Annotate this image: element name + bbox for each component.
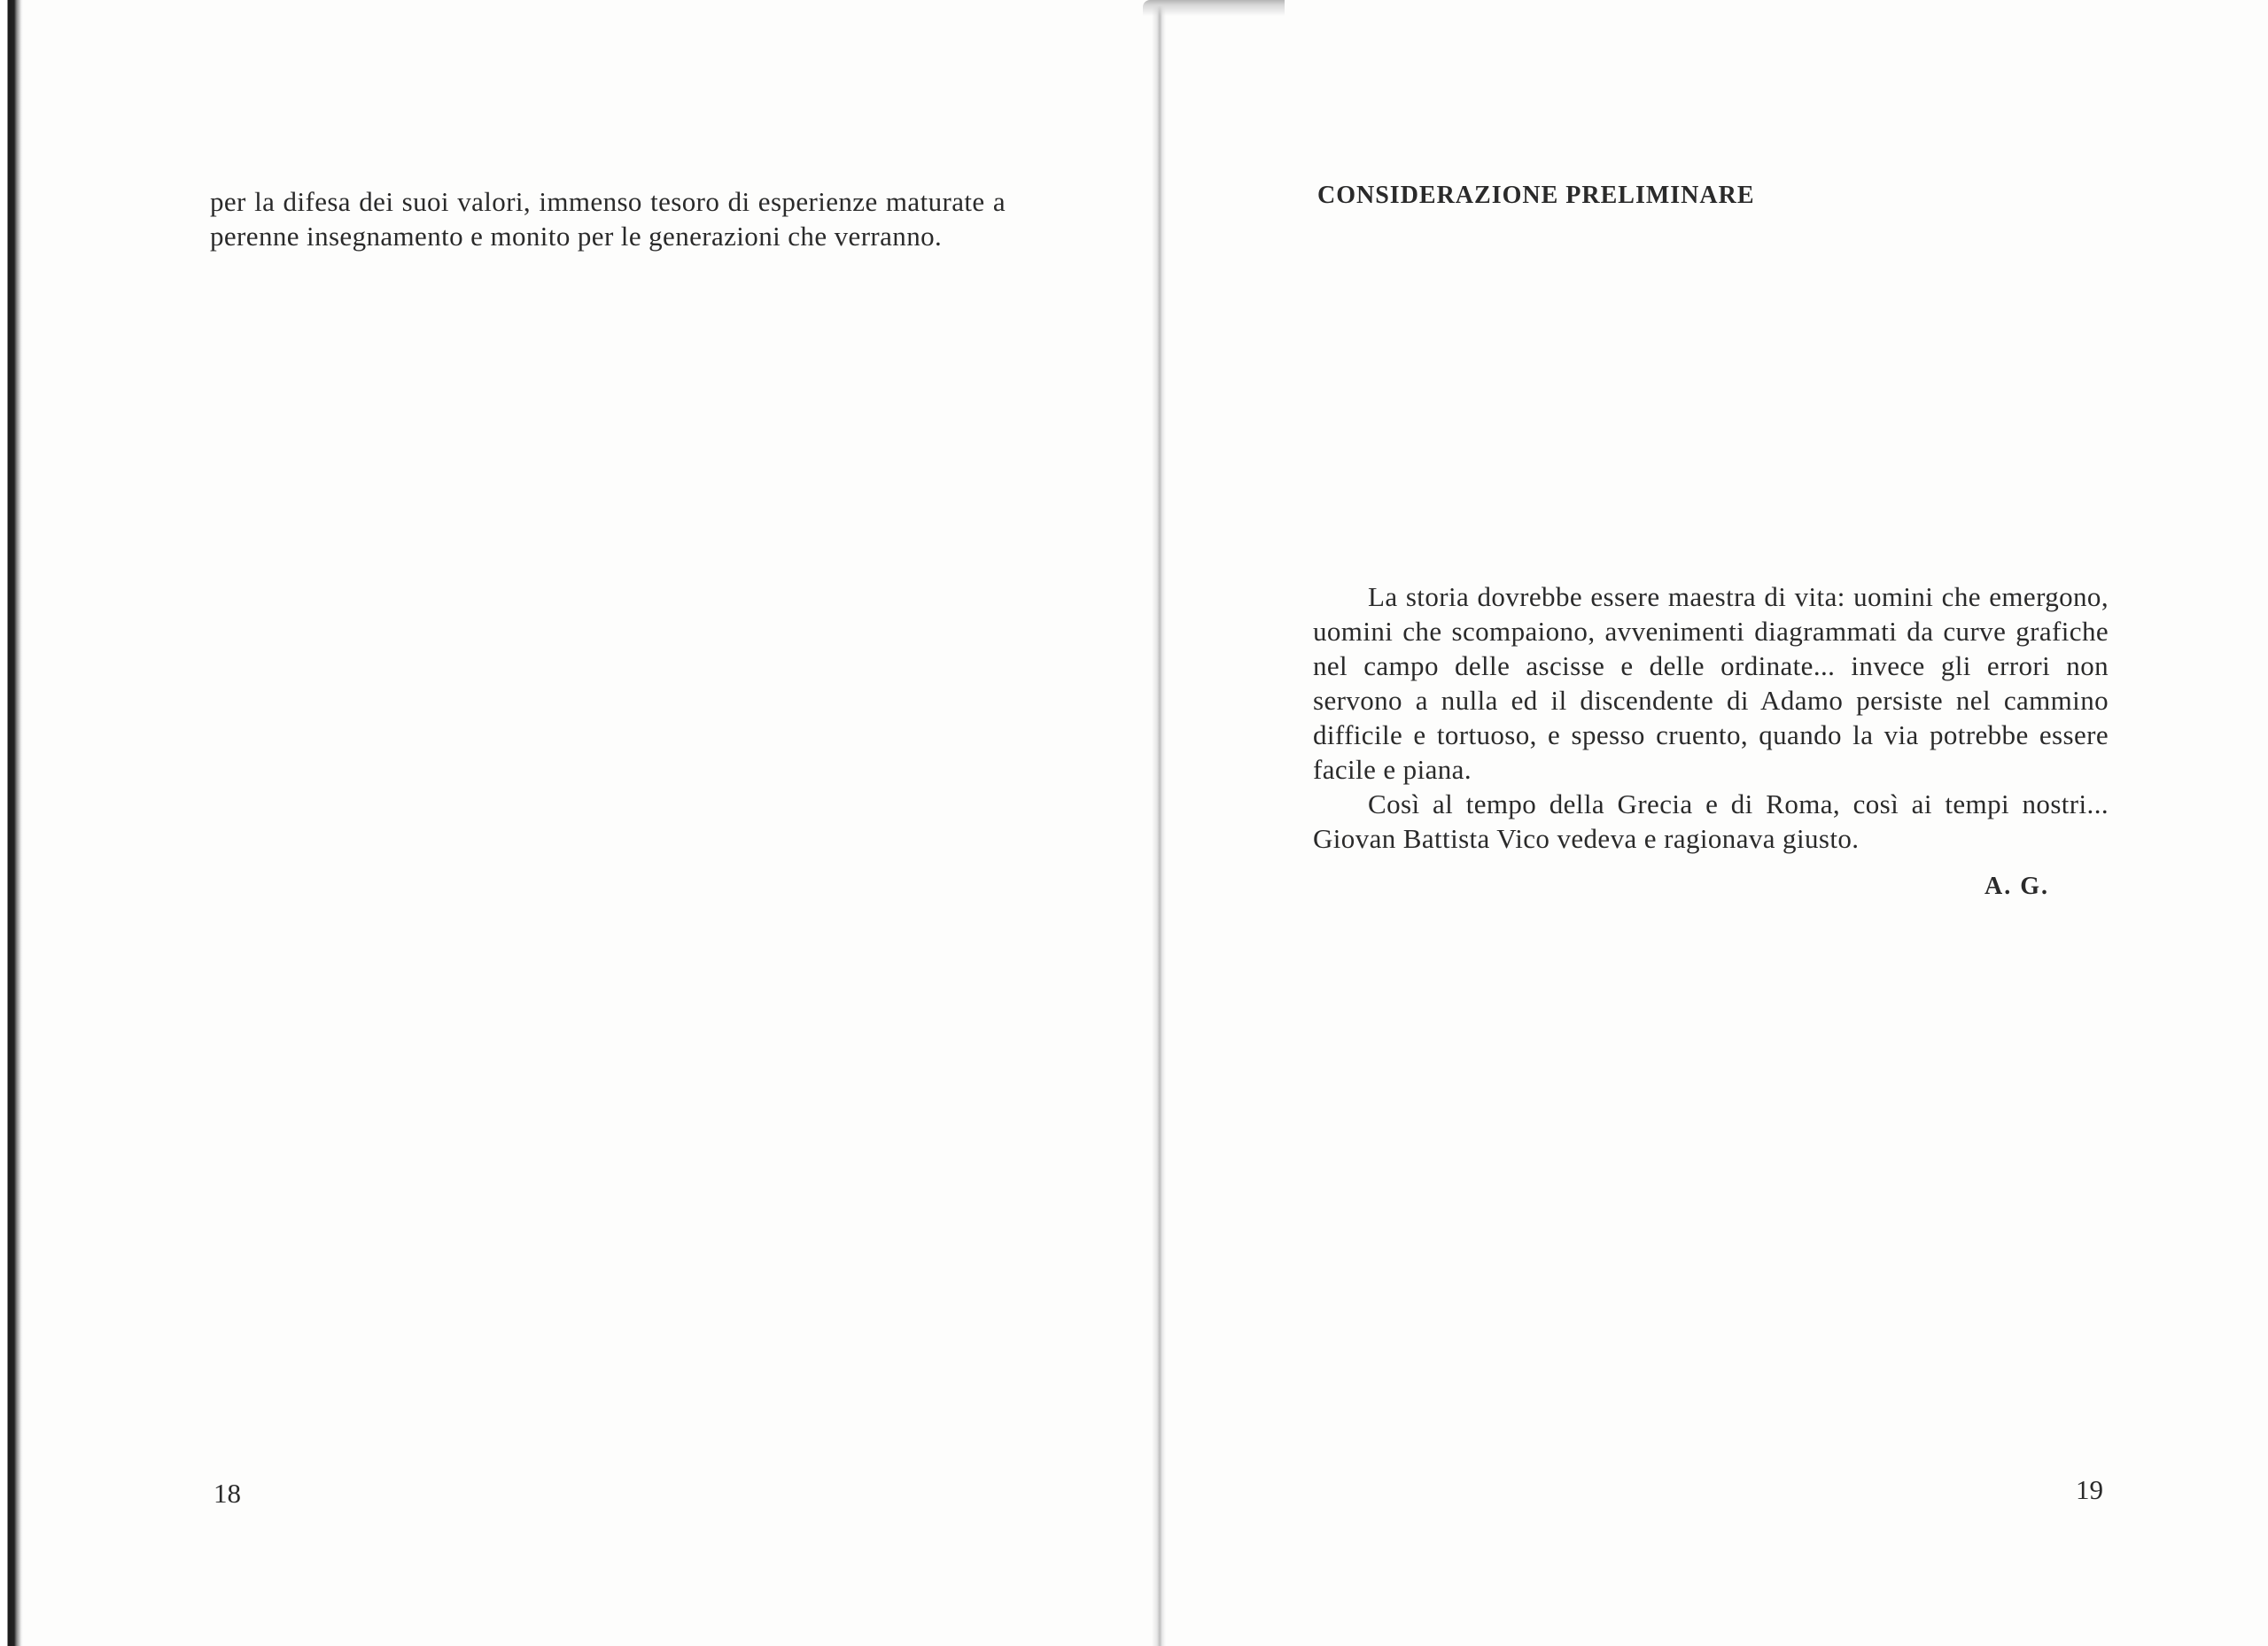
author-signature: A. G. bbox=[1984, 873, 2049, 900]
right-page-paragraph-1: La storia dovrebbe essere maestra di vita: uomini che emergono, uomini che scompaiono, avvenimenti diagrammati da curve grafiche nel campo delle ascisse e delle ordinate... invece gli errori non servono a nulla ed il discendente di Adamo persiste nel cammino difficile e tortuoso, e spesso cruento, quando la via potrebbe essere facile e piana. bbox=[1313, 581, 2109, 785]
section-heading: CONSIDERAZIONE PRELIMINARE bbox=[1317, 182, 1755, 209]
left-page-number: 18 bbox=[214, 1478, 241, 1509]
book-gutter bbox=[1152, 0, 1166, 1646]
right-page-number: 19 bbox=[2076, 1474, 2103, 1505]
right-page-paragraph-2: Così al tempo della Grecia e di Roma, così ai tempi nostri... Giovan Battista Vico vedeva e ragionava giusto. bbox=[1313, 788, 2109, 854]
left-page-paragraph: per la difesa dei suoi valori, immenso tesoro di esperienze maturate a perenne insegnamento e monito per le generazioni che verranno. bbox=[210, 186, 1006, 252]
